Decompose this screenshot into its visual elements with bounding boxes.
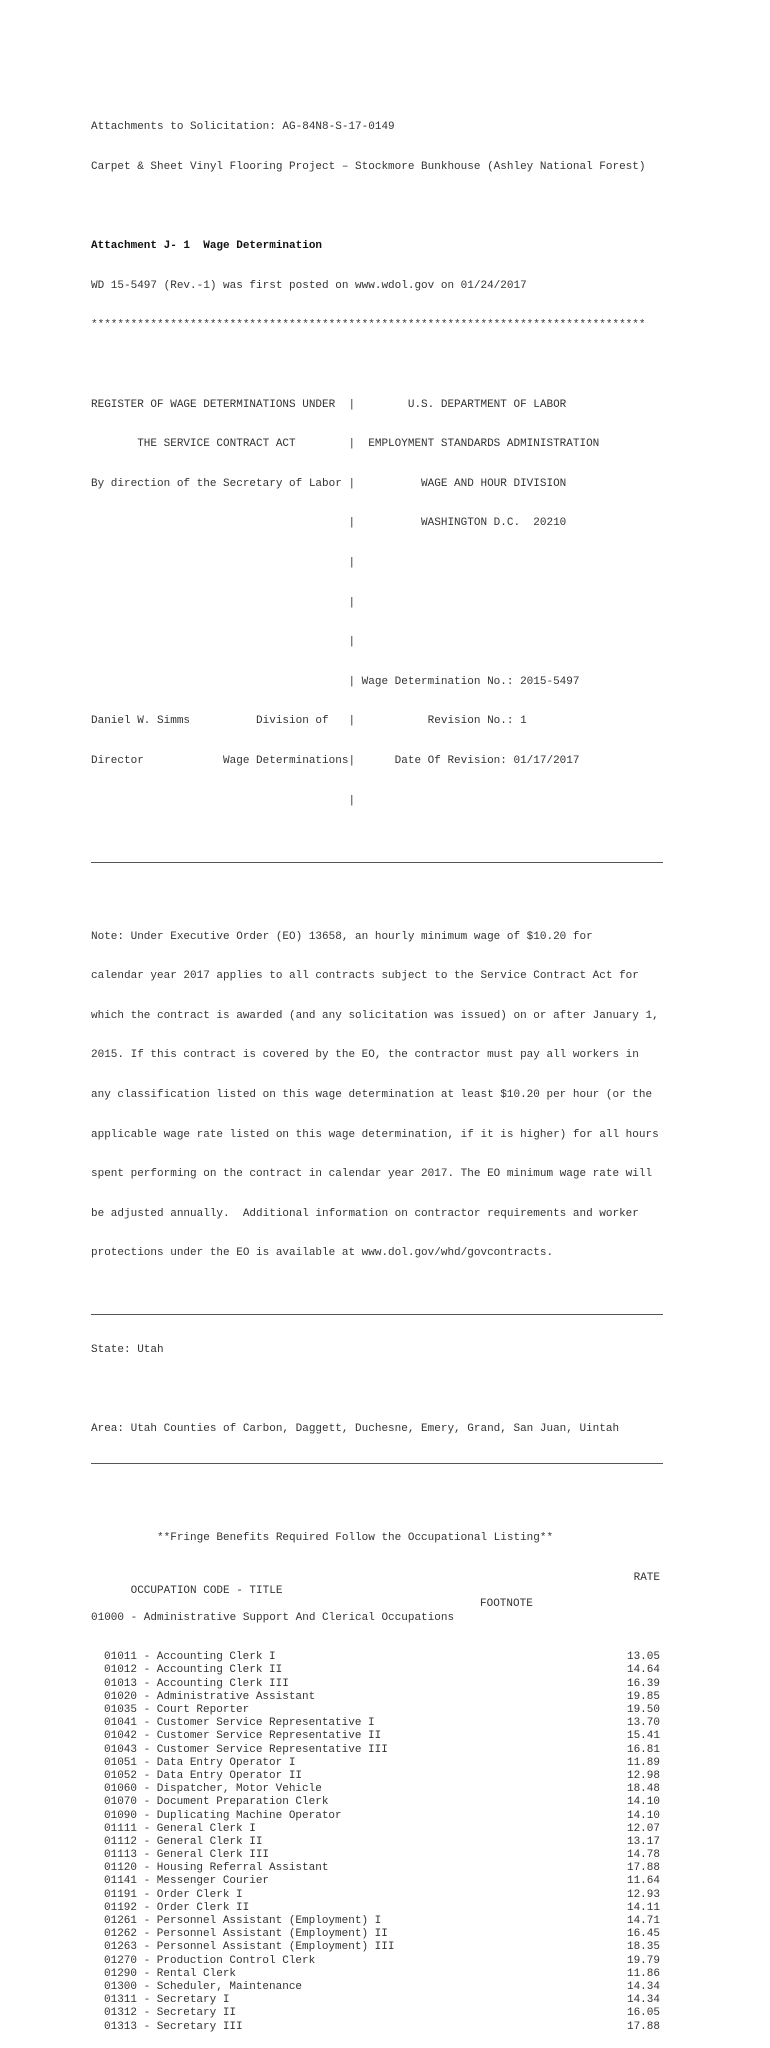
note-line: which the contract is awarded (and any solicitation was issued) on or after January 1, (91, 1009, 659, 1022)
occupation-title: 01051 - Data Entry Operator I (104, 1756, 296, 1769)
solicitation-line: Attachments to Solicitation: AG-84N8-S-17-0149 (91, 121, 395, 134)
note-line: 2015. If this contract is covered by the EO, the contractor must pay all workers in (91, 1049, 639, 1062)
occupation-title: 01041 - Customer Service Representative I (104, 1717, 375, 1730)
table-row (91, 1862, 663, 1875)
occupation-title: 01112 - General Clerk II (104, 1835, 263, 1848)
occupation-title: 01035 - Court Reporter (104, 1704, 250, 1717)
register-row: | WASHINGTON D.C. 20210 (91, 517, 567, 530)
note-line: any classification listed on this wage determination at least $10.20 per hour (or the (91, 1088, 653, 1101)
state-line: State: Utah (91, 1343, 164, 1356)
occupation-rate: 15.41 (626, 1730, 660, 1743)
table-row (91, 1928, 663, 1941)
note-line: applicable wage rate listed on this wage determination, if it is higher) for all hours (91, 1128, 659, 1141)
table-row (91, 1994, 663, 2007)
table-row (91, 1704, 663, 1717)
table-row (91, 1875, 663, 1888)
table-row (91, 1902, 663, 1915)
occupation-title: 01043 - Customer Service Representative III (104, 1743, 388, 1756)
table-row (91, 1823, 663, 1836)
occupation-rate: 14.78 (626, 1849, 660, 1862)
table-row (91, 1889, 663, 1902)
table-row (91, 1810, 663, 1823)
occupation-title: 01270 - Production Control Clerk (104, 1954, 316, 1967)
occupation-rate: 16.81 (626, 1743, 660, 1756)
table-row (91, 1783, 663, 1796)
divider (91, 1314, 663, 1315)
register-block (91, 372, 663, 834)
occupation-rate: 13.70 (626, 1717, 660, 1730)
attachment-title: Attachment J- 1 Wage Determination (91, 240, 323, 253)
occupation-title: 01263 - Personnel Assistant (Employment) III (104, 1941, 395, 1954)
occupation-title: 01120 - Housing Referral Assistant (104, 1862, 329, 1875)
occupation-title: 01313 - Secretary III (104, 2020, 243, 2033)
occupation-rate: 16.05 (626, 2007, 660, 2020)
occupation-rate: 14.64 (626, 1664, 660, 1677)
occupation-title: 01042 - Customer Service Representative II (104, 1730, 382, 1743)
register-row: REGISTER OF WAGE DETERMINATIONS UNDER | U.S. DEPARTMENT OF LABOR (91, 398, 567, 411)
table-row (91, 1757, 663, 1770)
occupation-title: 01013 - Accounting Clerk III (104, 1677, 289, 1690)
occupation-rate: 17.88 (626, 1862, 660, 1875)
star-divider: ************************************************************************************ (91, 319, 646, 332)
occupation-title: 01261 - Personnel Assistant (Employment) I (104, 1915, 382, 1928)
table-row (91, 1664, 663, 1677)
register-row: | (91, 556, 356, 569)
occupation-rate: 14.10 (626, 1809, 660, 1822)
occupation-title: 01191 - Order Clerk I (104, 1888, 243, 1901)
occupation-title: 01141 - Messenger Courier (104, 1875, 270, 1888)
occupation-title: 01012 - Accounting Clerk II (104, 1664, 283, 1677)
table-row (91, 1849, 663, 1862)
occupation-title: 01011 - Accounting Clerk I (104, 1651, 276, 1664)
occupation-title: 01290 - Rental Clerk (104, 1967, 237, 1980)
occupation-title: 01113 - General Clerk III (104, 1849, 270, 1862)
occupation-title: 01070 - Document Preparation Clerk (104, 1796, 329, 1809)
table-row (91, 1981, 663, 1994)
occupation-title: 01312 - Secretary II (104, 2007, 237, 2020)
occupation-rate: 11.64 (626, 1875, 660, 1888)
occupation-rate: 14.34 (626, 1994, 660, 2007)
table-row (91, 1836, 663, 1849)
occupation-title: 01300 - Scheduler, Maintenance (104, 1980, 303, 1993)
note-line: calendar year 2017 applies to all contracts subject to the Service Contract Act for (91, 970, 639, 983)
occupation-title: 01090 - Duplicating Machine Operator (104, 1809, 342, 1822)
eo-note (91, 904, 663, 1287)
note-line: Note: Under Executive Order (EO) 13658, an hourly minimum wage of $10.20 for (91, 930, 593, 943)
table-row (91, 2007, 663, 2020)
register-row: Daniel W. Simms Division of | Revision No.: 1 (91, 715, 527, 728)
table-row (91, 1941, 663, 1954)
register-row: | (91, 596, 356, 609)
area-line: Area: Utah Counties of Carbon, Daggett, Duchesne, Emery, Grand, San Juan, Uintah (91, 1422, 620, 1435)
table-row (91, 1651, 663, 1664)
note-line: protections under the EO is available at www.dol.gov/whd/govcontracts. (91, 1247, 554, 1260)
table-row (91, 1730, 663, 1743)
occupation-rate: 16.39 (626, 1677, 660, 1690)
occupation-rate: 13.17 (626, 1835, 660, 1848)
table-row (91, 1796, 663, 1809)
occupation-table (91, 1506, 663, 2048)
register-row: | (91, 636, 356, 649)
table-row (91, 1678, 663, 1691)
occupation-title: 01311 - Secretary I (104, 1994, 230, 2007)
occupation-column-header: OCCUPATION CODE - TITLE (130, 1585, 283, 1598)
occupation-title: 01192 - Order Clerk II (104, 1901, 250, 1914)
occupation-rate: 12.98 (626, 1769, 660, 1782)
register-row: THE SERVICE CONTRACT ACT | EMPLOYMENT STANDARDS ADMINISTRATION (91, 438, 600, 451)
occupation-rate: 11.89 (626, 1756, 660, 1769)
occupation-rate: 14.34 (626, 1980, 660, 1993)
table-header (91, 1572, 663, 1611)
occupation-rate: 17.88 (626, 2020, 660, 2033)
occupation-rate: 12.93 (626, 1888, 660, 1901)
occupation-rate: 16.45 (626, 1928, 660, 1941)
posted-line: WD 15-5497 (Rev.-1) was first posted on www.wdol.gov on 01/24/2017 (91, 279, 527, 292)
occupation-title: 01052 - Data Entry Operator II (104, 1769, 303, 1782)
occupation-rate: 19.85 (626, 1690, 660, 1703)
occupation-title: 01262 - Personnel Assistant (Employment) II (104, 1928, 388, 1941)
occupation-title: 01060 - Dispatcher, Motor Vehicle (104, 1783, 322, 1796)
table-row (91, 1691, 663, 1704)
table-row (91, 1770, 663, 1783)
occupation-title: 01111 - General Clerk I (104, 1822, 256, 1835)
occupation-rate: 13.05 (626, 1651, 660, 1664)
occupation-rows (91, 1651, 663, 2033)
occupation-rate: 19.50 (626, 1704, 660, 1717)
occupation-rate: 11.86 (626, 1967, 660, 1980)
note-line: spent performing on the contract in calendar year 2017. The EO minimum wage rate will (91, 1168, 653, 1181)
table-row (91, 2021, 663, 2034)
table-row (91, 1915, 663, 1928)
register-row: Director Wage Determinations| Date Of Revision: 01/17/2017 (91, 754, 580, 767)
footnote-column-header: FOOTNOTE (480, 1598, 533, 1611)
fringe-note: **Fringe Benefits Required Follow the Occupational Listing** (91, 1532, 554, 1545)
wage-determination-document (91, 95, 663, 2048)
rate-column-header: RATE (633, 1572, 660, 1585)
table-row (91, 1744, 663, 1757)
divider (91, 1463, 663, 1464)
occupation-rate: 18.35 (626, 1941, 660, 1954)
occupation-rate: 14.10 (626, 1796, 660, 1809)
note-line: be adjusted annually. Additional information on contractor requirements and worker (91, 1207, 639, 1220)
occupation-rate: 18.48 (626, 1783, 660, 1796)
occupation-title: 01020 - Administrative Assistant (104, 1690, 316, 1703)
register-row: | (91, 794, 356, 807)
occupation-rate: 19.79 (626, 1954, 660, 1967)
occupation-rate: 12.07 (626, 1822, 660, 1835)
register-row: | Wage Determination No.: 2015-5497 (91, 675, 580, 688)
table-row (91, 1717, 663, 1730)
project-line: Carpet & Sheet Vinyl Flooring Project – Stockmore Bunkhouse (Ashley National Forest) (91, 161, 646, 173)
register-row: By direction of the Secretary of Labor | WAGE AND HOUR DIVISION (91, 477, 567, 490)
occupation-group: 01000 - Administrative Support And Clerical Occupations (91, 1611, 455, 1624)
occupation-rate: 14.11 (626, 1901, 660, 1914)
table-row (91, 1968, 663, 1981)
table-row (91, 1955, 663, 1968)
divider (91, 862, 663, 863)
occupation-rate: 14.71 (626, 1915, 660, 1928)
